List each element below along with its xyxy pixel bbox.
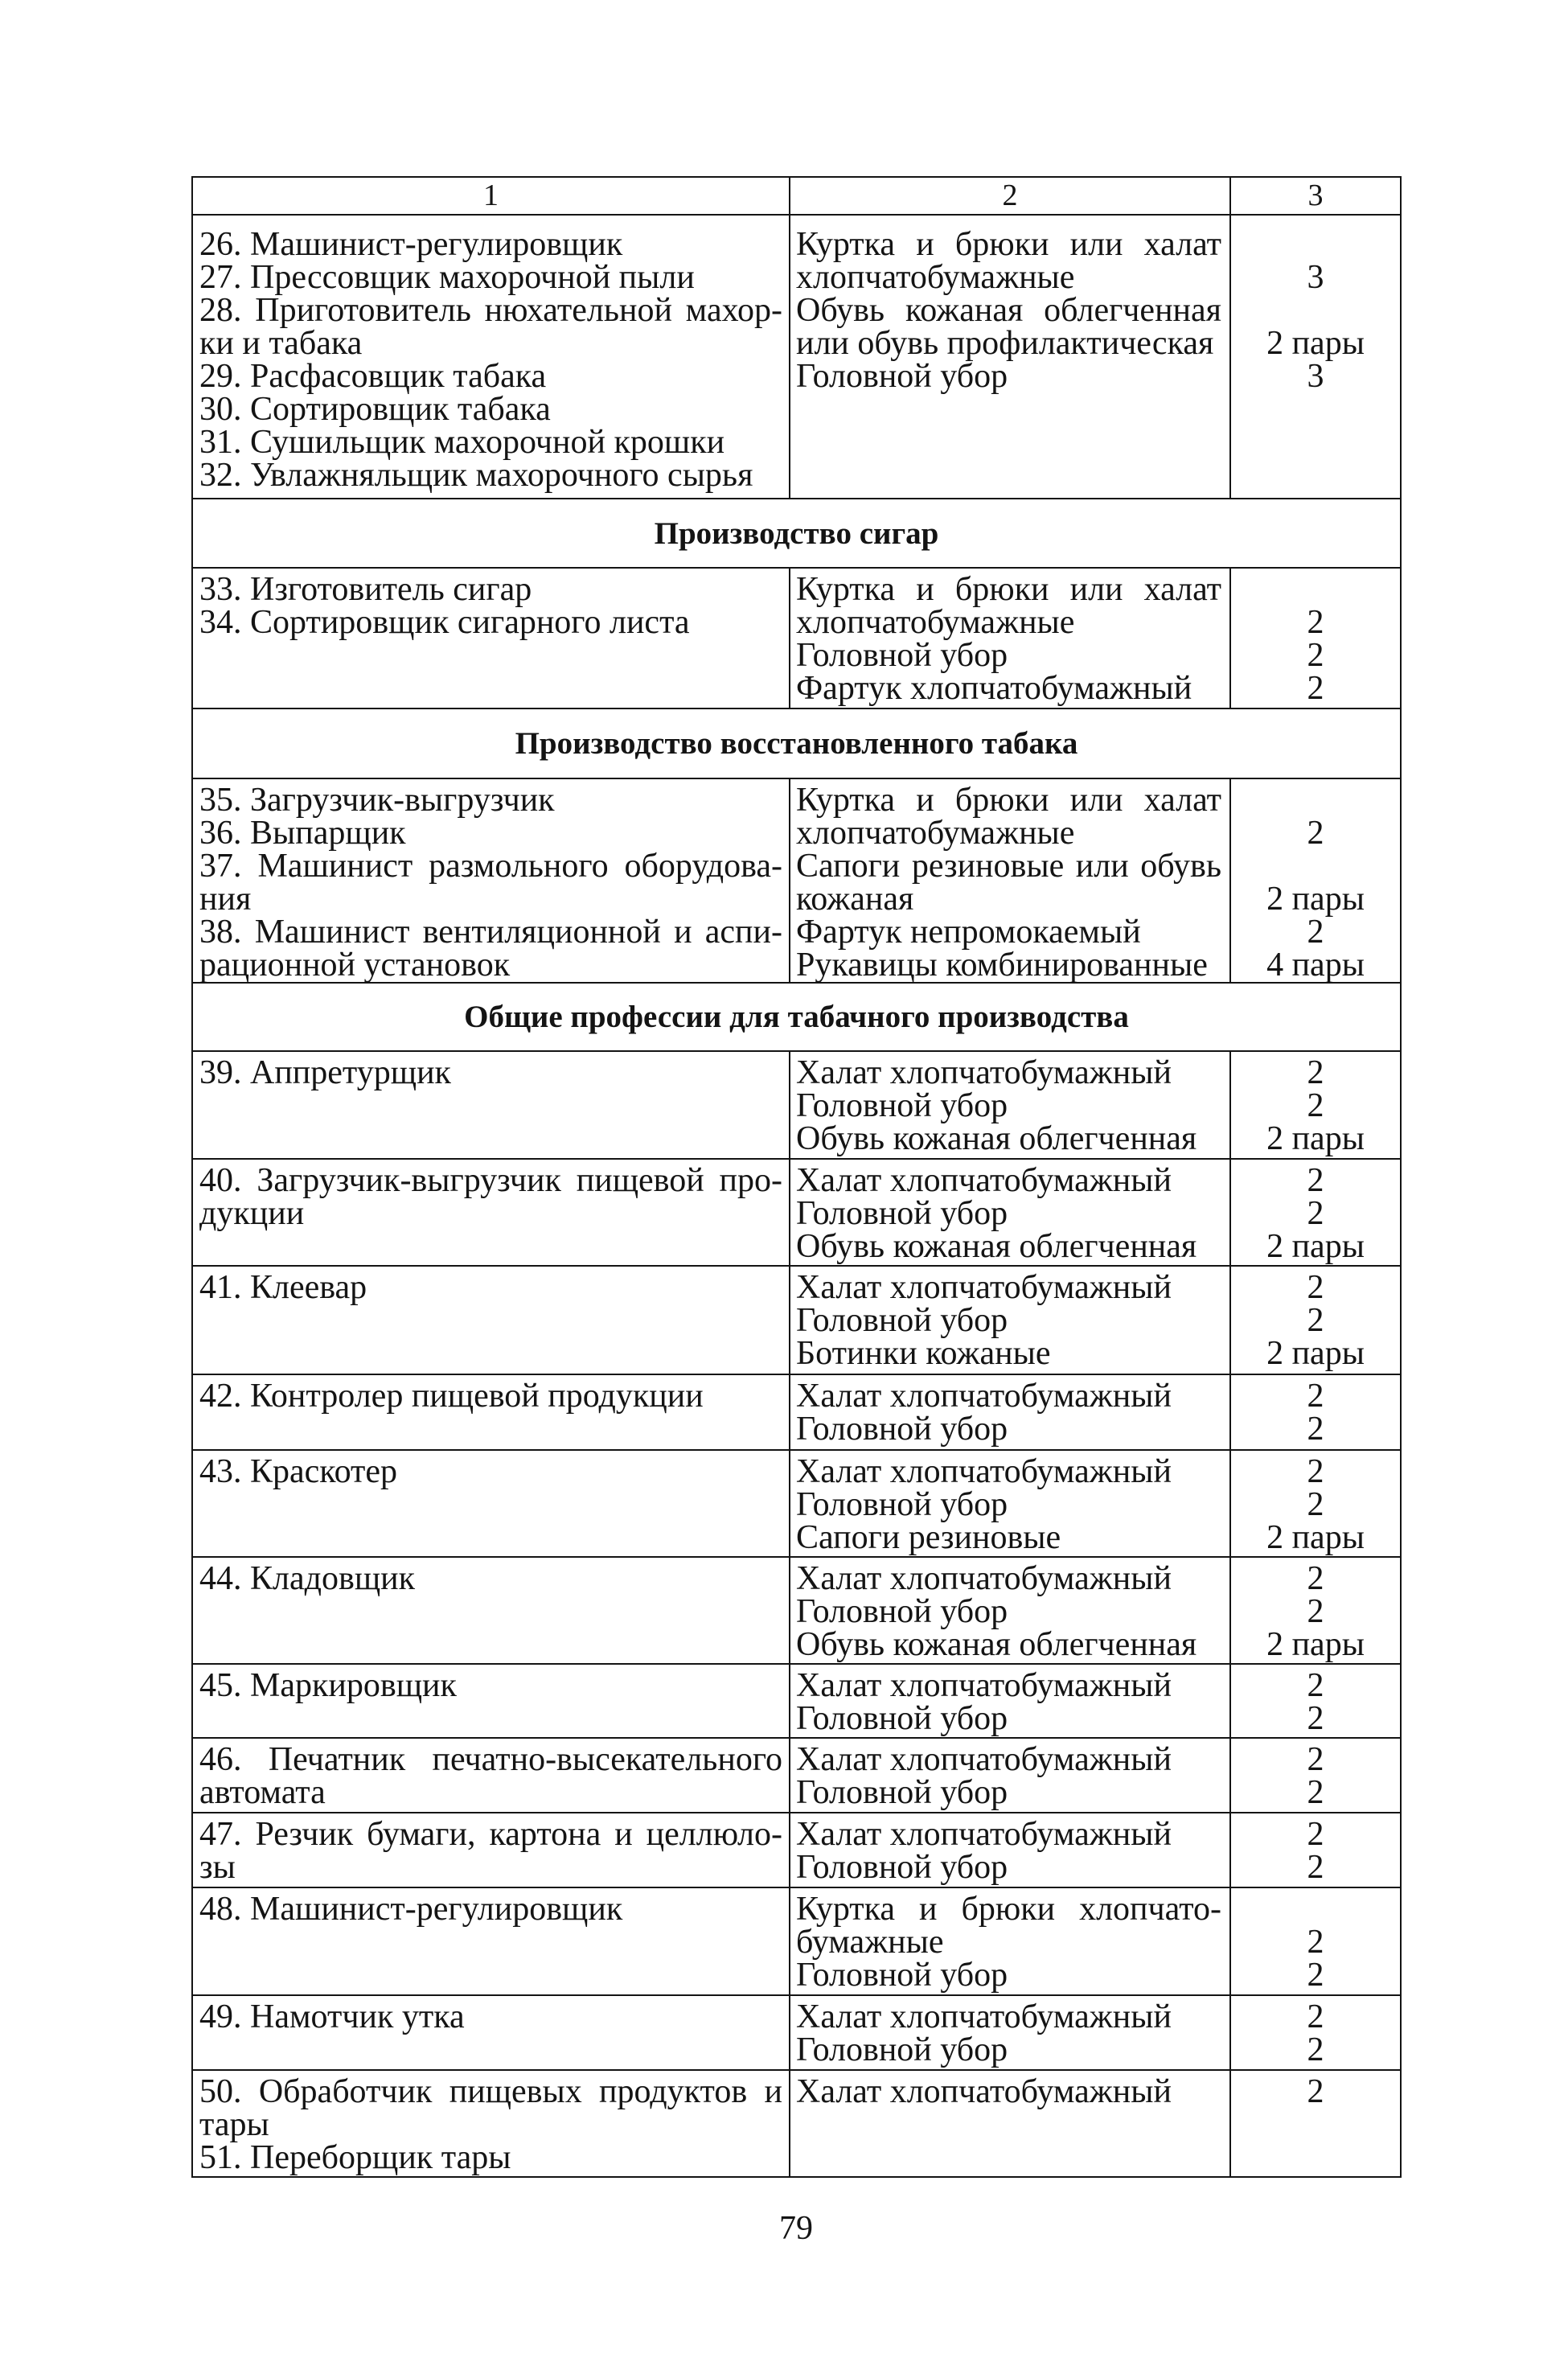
- quantity-value: 4 пары: [1266, 947, 1365, 984]
- clothing-item: Халат хлопчатобумажный: [796, 1560, 1172, 1597]
- clothing-item: Сапоги резиновые: [796, 1519, 1061, 1556]
- column-header-2: 2: [789, 178, 1229, 214]
- profession-line: 37. Машинист размольного оборудова-: [199, 848, 782, 885]
- profession-line: зы: [199, 1849, 236, 1886]
- profession-cell: [193, 1996, 789, 2069]
- profession-line: 46. Печатник печатно-высекательного: [199, 1741, 782, 1778]
- profession-cell: [193, 1665, 789, 1737]
- profession-line: 41. Клеевар: [199, 1269, 367, 1306]
- quantity-value: 2: [1307, 1195, 1324, 1232]
- clothing-item: Головной убор: [796, 1195, 1008, 1232]
- section-heading: Производство восстановленного табака: [515, 726, 1078, 761]
- quantity-value: 2: [1307, 1560, 1324, 1597]
- profession-line: 34. Сортировщик сигарного листа: [199, 604, 690, 641]
- quantity-value: 2: [1307, 637, 1324, 674]
- quantity-value: 2: [1307, 815, 1324, 852]
- profession-cell: [193, 1888, 789, 1994]
- clothing-item: Халат хлопчатобумажный: [796, 1816, 1172, 1853]
- quantity-value: 3: [1307, 259, 1324, 296]
- quantity-cell: [1229, 779, 1400, 982]
- profession-cell: [193, 1813, 789, 1887]
- profession-line: рационной установок: [199, 947, 511, 984]
- section-heading: Общие профессии для табачного производства: [464, 1000, 1129, 1034]
- profession-line: 48. Машинист-регулировщик: [199, 1891, 623, 1928]
- quantity-value: 2: [1307, 1741, 1324, 1778]
- clothing-item: Головной убор: [796, 1411, 1008, 1448]
- clothing-item: Халат хлопчатобумажный: [796, 1741, 1172, 1778]
- quantity-value: 2: [1307, 1378, 1324, 1415]
- profession-cell: [193, 1739, 789, 1812]
- clothing-item: или обувь профилактическая: [796, 325, 1214, 362]
- profession-line: 30. Сортировщик табака: [199, 391, 551, 428]
- profession-line: 35. Загрузчик-выгрузчик: [199, 782, 555, 819]
- quantity-value: 2: [1307, 670, 1324, 707]
- table-row: [191, 214, 1402, 499]
- quantity-value: 2: [1307, 1998, 1324, 2035]
- profession-line: 27. Прессовщик махорочной пыли: [199, 259, 695, 296]
- quantity-value: 2 пары: [1266, 325, 1365, 362]
- clothing-item: Обувь кожаная облегченная: [796, 292, 1221, 329]
- column-header-3: 3: [1229, 178, 1400, 214]
- clothing-item: хлопчатобумажные: [796, 259, 1075, 296]
- quantity-value: 2: [1307, 1453, 1324, 1490]
- protective-clothing-cell: [789, 1813, 1229, 1887]
- protective-clothing-cell: [789, 1160, 1229, 1265]
- clothing-item: Головной убор: [796, 1774, 1008, 1811]
- profession-line: 29. Расфасовщик табака: [199, 358, 547, 395]
- clothing-item: Головной убор: [796, 637, 1008, 674]
- protective-clothing-cell: [789, 569, 1229, 708]
- protective-clothing-cell: [789, 1267, 1229, 1374]
- table-row: [191, 1374, 1402, 1451]
- quantity-cell: [1229, 1375, 1400, 1449]
- profession-line: 26. Машинист-регулировщик: [199, 226, 623, 263]
- section-row: [191, 498, 1402, 569]
- quantity-cell: [1229, 1739, 1400, 1812]
- quantity-cell: [1229, 1888, 1400, 1994]
- clothing-item: Куртка и брюки или халат: [796, 571, 1221, 608]
- profession-line: 38. Машинист вентиляционной и аспи-: [199, 914, 782, 951]
- clothing-item: Куртка и брюки или халат: [796, 782, 1221, 819]
- clothing-item: Халат хлопчатобумажный: [796, 1378, 1172, 1415]
- column-header-1: 1: [483, 179, 499, 212]
- protective-clothing-cell: [789, 1665, 1229, 1737]
- quantity-cell: [1229, 1813, 1400, 1887]
- quantity-cell: [1229, 1160, 1400, 1265]
- profession-line: 40. Загрузчик-выгрузчик пищевой про-: [199, 1162, 782, 1199]
- table-row: [191, 1994, 1402, 2071]
- clothing-item: Халат хлопчатобумажный: [796, 1162, 1172, 1199]
- clothing-item: Головной убор: [796, 358, 1008, 395]
- clothing-item: Рукавицы комбинированные: [796, 947, 1208, 984]
- quantity-cell: [1229, 1558, 1400, 1663]
- quantity-value: 2: [1307, 2073, 1324, 2110]
- quantity-value: 2: [1307, 1667, 1324, 1704]
- table-row: [191, 1737, 1402, 1813]
- profession-line: 51. Переборщик тары: [199, 2139, 511, 2176]
- table-row: [191, 1050, 1402, 1160]
- quantity-cell: [1229, 1267, 1400, 1374]
- clothing-item: Халат хлопчатобумажный: [796, 1453, 1172, 1490]
- quantity-value: 2 пары: [1266, 881, 1365, 918]
- protective-clothing-cell: [789, 779, 1229, 982]
- quantity-cell: [1229, 569, 1400, 708]
- spacer: [1231, 784, 1400, 817]
- clothing-item: кожаная: [796, 881, 914, 918]
- clothing-item: Халат хлопчатобумажный: [796, 1998, 1172, 2035]
- clothing-item: Фартук непромокаемый: [796, 914, 1141, 951]
- profession-line: 32. Увлажняльщик махорочного сырья: [199, 457, 753, 494]
- quantity-value: 2: [1307, 1269, 1324, 1306]
- spacer: [1231, 294, 1400, 327]
- clothing-item: Головной убор: [796, 1849, 1008, 1886]
- protective-clothing-cell: [789, 216, 1229, 498]
- table-row: [191, 1812, 1402, 1888]
- clothing-item: Головной убор: [796, 1957, 1008, 1994]
- profession-line: 43. Краскотер: [199, 1453, 398, 1490]
- quantity-value: 2: [1307, 1486, 1324, 1523]
- protective-clothing-cell: [789, 1739, 1229, 1812]
- profession-cell: [193, 1052, 789, 1158]
- clothing-item: Головной убор: [796, 1593, 1008, 1630]
- quantity-cell: [1229, 216, 1400, 498]
- profession-line: 44. Кладовщик: [199, 1560, 416, 1597]
- table-row: [191, 1556, 1402, 1665]
- profession-line: 50. Обработчик пищевых продуктов и: [199, 2073, 782, 2110]
- clothing-item: Обувь кожаная облегченная: [796, 1626, 1197, 1663]
- table-row: [191, 778, 1402, 984]
- clothing-item: Халат хлопчатобумажный: [796, 1054, 1172, 1091]
- quantity-cell: [1229, 1052, 1400, 1158]
- clothing-item: Куртка и брюки или халат: [796, 226, 1221, 263]
- quantity-value: 2: [1307, 604, 1324, 641]
- profession-cell: [193, 1160, 789, 1265]
- clothing-item: Головной убор: [796, 1087, 1008, 1124]
- quantity-value: 2: [1307, 1162, 1324, 1199]
- quantity-value: 2: [1307, 1816, 1324, 1853]
- clothing-item: Обувь кожаная облегченная: [796, 1228, 1197, 1265]
- quantity-value: 2: [1307, 1087, 1324, 1124]
- profession-line: 47. Резчик бумаги, картона и целлюло-: [199, 1816, 782, 1853]
- profession-cell: [193, 779, 789, 982]
- quantity-value: 2 пары: [1266, 1626, 1365, 1663]
- profession-line: 42. Контролер пищевой продукции: [199, 1378, 704, 1415]
- profession-cell: [193, 1451, 789, 1556]
- clothing-item: Куртка и брюки хлопчато-: [796, 1891, 1221, 1928]
- clothing-item: Головной убор: [796, 1700, 1008, 1737]
- quantity-cell: [1229, 1451, 1400, 1556]
- profession-line: автомата: [199, 1774, 326, 1811]
- spacer: [1231, 850, 1400, 883]
- protective-clothing-cell: [789, 1052, 1229, 1158]
- quantity-cell: [1229, 2071, 1400, 2176]
- profession-line: 45. Маркировщик: [199, 1667, 457, 1704]
- clothing-item: Обувь кожаная облегченная: [796, 1120, 1197, 1157]
- profession-line: тары: [199, 2106, 269, 2143]
- spacer: [1231, 228, 1400, 261]
- quantity-value: 2: [1307, 1924, 1324, 1961]
- quantity-value: 2: [1307, 1411, 1324, 1448]
- quantity-value: 2: [1307, 1054, 1324, 1091]
- table-row: [191, 2069, 1402, 2178]
- clothing-item: Халат хлопчатобумажный: [796, 1667, 1172, 1704]
- clothing-item: Сапоги резиновые или обувь: [796, 848, 1221, 885]
- quantity-value: 2: [1307, 1302, 1324, 1339]
- page-number: 79: [779, 2210, 813, 2247]
- protective-clothing-cell: [789, 2071, 1229, 2176]
- protective-clothing-cell: [789, 1996, 1229, 2069]
- profession-line: 36. Выпарщик: [199, 815, 406, 852]
- spacer: [1231, 1893, 1400, 1926]
- profession-line: 31. Сушильщик махорочной крошки: [199, 424, 725, 461]
- profession-cell: [193, 1267, 789, 1374]
- quantity-value: 2 пары: [1266, 1519, 1365, 1556]
- clothing-item: Головной убор: [796, 2031, 1008, 2068]
- clothing-item: Халат хлопчатобумажный: [796, 2073, 1172, 2110]
- profession-line: ния: [199, 881, 252, 918]
- table-row: [191, 1887, 1402, 1996]
- profession-line: ки и табака: [199, 325, 363, 362]
- table-row: [191, 1449, 1402, 1558]
- quantity-value: 2 пары: [1266, 1228, 1365, 1265]
- protective-clothing-cell: [789, 1558, 1229, 1663]
- clothing-item: хлопчатобумажные: [796, 815, 1075, 852]
- profession-line: 28. Приготовитель нюхательной махор-: [199, 292, 782, 329]
- protective-clothing-cell: [789, 1451, 1229, 1556]
- profession-line: 33. Изготовитель сигар: [199, 571, 532, 608]
- quantity-value: 2: [1307, 2031, 1324, 2068]
- clothing-item: Халат хлопчатобумажный: [796, 1269, 1172, 1306]
- quantity-value: 2 пары: [1266, 1120, 1365, 1157]
- protective-clothing-cell: [789, 1888, 1229, 1994]
- section-row: [191, 982, 1402, 1052]
- table-header-row: [191, 176, 1402, 216]
- profession-cell: [193, 2071, 789, 2176]
- quantity-value: 2: [1307, 1774, 1324, 1811]
- clothing-item: хлопчатобумажные: [796, 604, 1075, 641]
- profession-cell: [193, 1558, 789, 1663]
- quantity-cell: [1229, 1665, 1400, 1737]
- quantity-value: 2: [1307, 914, 1324, 951]
- clothing-item: бумажные: [796, 1924, 944, 1961]
- profession-cell: [193, 569, 789, 708]
- quantity-value: 2 пары: [1266, 1335, 1365, 1372]
- profession-cell: [193, 216, 789, 498]
- quantity-cell: [1229, 1996, 1400, 2069]
- profession-line: 49. Намотчик утка: [199, 1998, 465, 2035]
- quantity-value: 2: [1307, 1593, 1324, 1630]
- table-row: [191, 1265, 1402, 1375]
- section-heading: Производство сигар: [654, 515, 939, 551]
- table-row: [191, 1663, 1402, 1739]
- clothing-item: Ботинки кожаные: [796, 1335, 1051, 1372]
- clothing-item: Головной убор: [796, 1302, 1008, 1339]
- table-row: [191, 1158, 1402, 1267]
- section-row: [191, 708, 1402, 779]
- quantity-value: 3: [1307, 358, 1324, 395]
- quantity-value: 2: [1307, 1700, 1324, 1737]
- profession-line: 39. Аппретурщик: [199, 1054, 451, 1091]
- protective-clothing-cell: [789, 1375, 1229, 1449]
- clothing-item: Фартук хлопчатобумажный: [796, 670, 1192, 707]
- profession-cell: [193, 1375, 789, 1449]
- quantity-value: 2: [1307, 1849, 1324, 1886]
- spacer: [1231, 573, 1400, 606]
- clothing-item: Головной убор: [796, 1486, 1008, 1523]
- quantity-value: 2: [1307, 1957, 1324, 1994]
- table-row: [191, 567, 1402, 709]
- profession-line: дукции: [199, 1195, 305, 1232]
